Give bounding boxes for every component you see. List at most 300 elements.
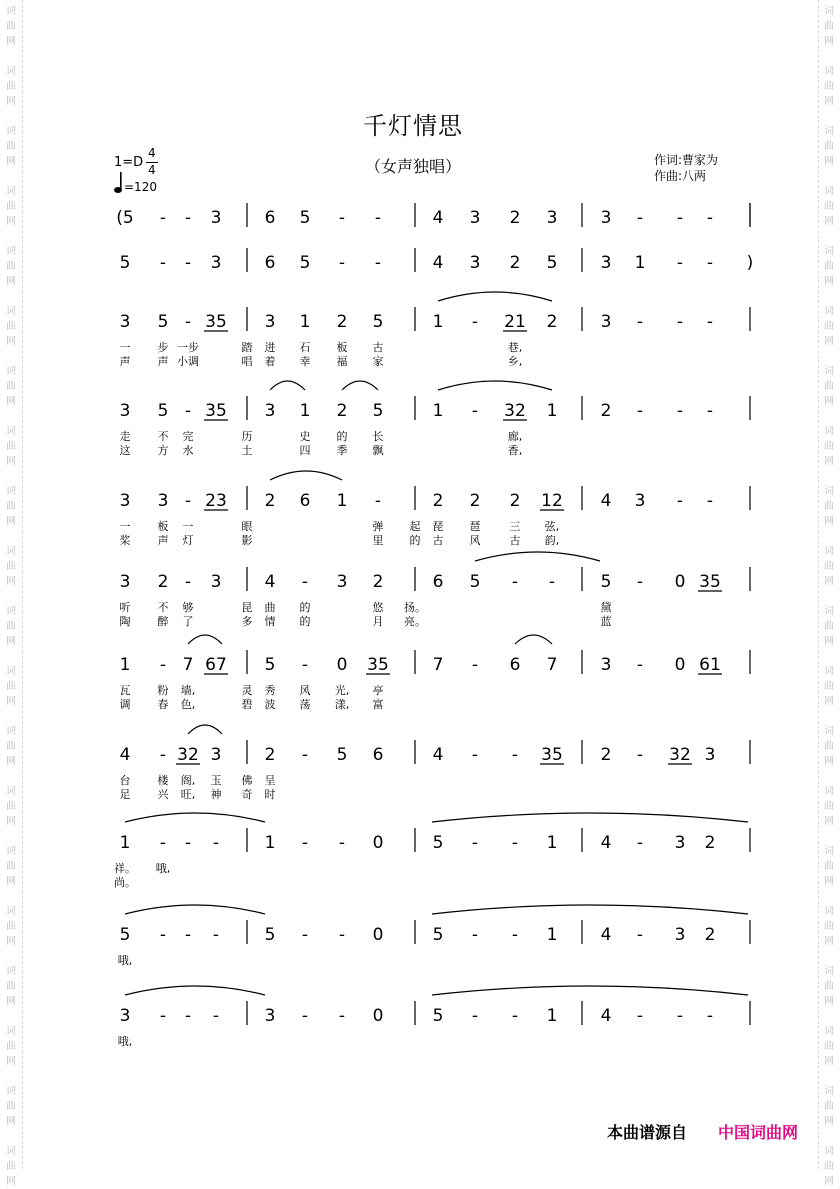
note: 3 — [600, 253, 612, 273]
lyric: 巷, — [507, 341, 523, 354]
lyric: 的 — [299, 601, 311, 614]
note: 3 — [119, 312, 131, 332]
margin-watermark: 词 曲 网 — [824, 966, 834, 1007]
lyric: 了 — [182, 615, 194, 628]
note: 5 — [336, 745, 348, 765]
lyric: 粉 — [157, 684, 169, 697]
margin-watermark: 词 曲 网 — [824, 546, 834, 587]
note: - — [338, 833, 346, 853]
lyric: 琶 — [469, 520, 481, 533]
note: - — [212, 1006, 220, 1026]
note: 6 — [264, 253, 276, 273]
note: 2 — [600, 745, 612, 765]
note: 1 — [546, 925, 558, 945]
note: 1 — [546, 401, 558, 421]
note: - — [159, 1006, 167, 1026]
note: 6 — [509, 655, 521, 675]
note: 1 — [546, 1006, 558, 1026]
note: - — [676, 253, 684, 273]
note: 5 — [264, 655, 276, 675]
lyric: 走 — [119, 430, 131, 443]
note: 2 — [264, 745, 276, 765]
note: 5 — [157, 312, 169, 332]
note: 6 — [372, 745, 384, 765]
margin-watermark: 词 曲 网 — [824, 366, 834, 407]
note: 0 — [372, 1006, 384, 1026]
lyric: 春 — [157, 698, 169, 711]
lyric: 这 — [119, 444, 131, 457]
note: - — [301, 745, 309, 765]
note: 3 — [674, 925, 686, 945]
note: - — [338, 208, 346, 228]
note: 61 — [699, 655, 721, 675]
time-signature-bottom: 4 — [148, 163, 156, 177]
lyric: 小调 — [177, 355, 199, 368]
lyric: 台 — [119, 774, 131, 787]
note: 2 — [600, 401, 612, 421]
note: 0 — [372, 925, 384, 945]
note: 3 — [119, 491, 131, 511]
note: 4 — [432, 208, 444, 228]
note: - — [471, 401, 479, 421]
note: 4 — [600, 491, 612, 511]
note: - — [706, 312, 714, 332]
note: 3 — [210, 208, 222, 228]
note: 3 — [634, 491, 646, 511]
note: 2 — [469, 491, 481, 511]
margin-watermark: 词 曲 网 — [824, 906, 834, 947]
margin-watermark: 词 曲 网 — [824, 246, 834, 287]
margin-watermark: 词 曲 网 — [6, 606, 16, 647]
note: 35 — [541, 745, 563, 765]
margin-watermark: 词 曲 网 — [824, 486, 834, 527]
note: 2 — [372, 572, 384, 592]
note: 1 — [299, 401, 311, 421]
song-title: 千灯情思 — [363, 112, 463, 140]
note: - — [159, 833, 167, 853]
lyric: 亮。 — [404, 615, 426, 628]
note: - — [159, 253, 167, 273]
note: - — [301, 833, 309, 853]
margin-watermark: 词 曲 网 — [824, 786, 834, 827]
note: 5 — [299, 208, 311, 228]
lyric: 起 — [409, 520, 421, 533]
lyric: 一 — [119, 520, 131, 533]
lyric: 古 — [509, 534, 521, 547]
slur — [432, 813, 748, 822]
note: 5 — [546, 253, 558, 273]
note: - — [636, 208, 644, 228]
note: 7 — [546, 655, 558, 675]
slur — [475, 552, 600, 561]
slur — [188, 725, 222, 734]
note: 1 — [546, 833, 558, 853]
note: 2 — [509, 208, 521, 228]
lyric: 板 — [157, 520, 169, 533]
note: - — [301, 655, 309, 675]
margin-watermark: 词 曲 网 — [6, 486, 16, 527]
note: - — [636, 925, 644, 945]
lyric: 光, — [334, 684, 350, 697]
lyric: 兴 — [157, 788, 169, 801]
lyric: 哦, — [117, 1035, 133, 1048]
note: 5 — [432, 925, 444, 945]
margin-watermark: 词 曲 网 — [824, 66, 834, 107]
note: 3 — [210, 745, 222, 765]
note: 35 — [205, 312, 227, 332]
lyric: 呈 — [264, 774, 276, 787]
note: - — [471, 925, 479, 945]
tempo-value: =120 — [124, 180, 157, 194]
margin-watermark: 词 曲 网 — [6, 306, 16, 347]
note: 4 — [432, 253, 444, 273]
note: - — [706, 491, 714, 511]
lyric: 漾, — [334, 698, 350, 711]
note: - — [374, 208, 382, 228]
note: 3 — [119, 1006, 131, 1026]
note: - — [511, 833, 519, 853]
note: 2 — [704, 925, 716, 945]
lyric: 色, — [180, 698, 196, 711]
note: 5 — [432, 833, 444, 853]
source-label: 本曲谱源自 — [607, 1123, 688, 1142]
note: 2 — [546, 312, 558, 332]
margin-watermark: 词 曲 网 — [6, 1146, 16, 1187]
lyric: 一 — [119, 341, 131, 354]
note: 7 — [182, 655, 194, 675]
lyric: 的 — [409, 534, 421, 547]
lyric: 步 — [157, 341, 169, 354]
note: 21 — [504, 312, 526, 332]
lyric: 幸 — [299, 355, 311, 368]
margin-watermark: 词 曲 网 — [6, 966, 16, 1007]
note: 1 — [119, 655, 131, 675]
lyric: 扬。 — [404, 601, 426, 614]
note: - — [212, 925, 220, 945]
note: - — [184, 312, 192, 332]
lyric: 旺, — [180, 788, 196, 801]
slur — [125, 905, 265, 914]
song-subtitle: （女声独唱） — [364, 157, 461, 176]
note: 4 — [432, 745, 444, 765]
note: 5 — [600, 572, 612, 592]
lyric: 楼 — [157, 774, 169, 787]
slur — [188, 635, 222, 644]
note: 2 — [336, 401, 348, 421]
margin-watermark: 词 曲 网 — [6, 1026, 16, 1067]
note: - — [676, 491, 684, 511]
note: - — [338, 925, 346, 945]
note: 4 — [600, 833, 612, 853]
note: - — [184, 253, 192, 273]
lyric: 廊, — [507, 430, 523, 443]
margin-watermark: 词 曲 网 — [6, 426, 16, 467]
slur — [515, 635, 552, 644]
slur — [125, 986, 265, 995]
lyric: 季 — [336, 444, 348, 457]
lyric: 够 — [182, 601, 194, 614]
lyric: 月 — [372, 615, 384, 628]
lyric: 桨 — [119, 534, 131, 547]
lyric: 波 — [264, 698, 276, 711]
lyric: 不 — [157, 430, 169, 443]
note: - — [636, 312, 644, 332]
margin-watermark: 词 曲 网 — [824, 186, 834, 227]
note: 23 — [205, 491, 227, 511]
note: - — [338, 253, 346, 273]
note: 1 — [432, 401, 444, 421]
slur — [432, 905, 748, 914]
note: 1 — [264, 833, 276, 853]
slur — [432, 986, 748, 995]
note: 35 — [699, 572, 721, 592]
note: - — [676, 401, 684, 421]
note: 6 — [299, 491, 311, 511]
margin-watermark: 词 曲 网 — [824, 846, 834, 887]
note: - — [374, 491, 382, 511]
slur — [342, 381, 378, 390]
note: 3 — [674, 833, 686, 853]
note: - — [184, 491, 192, 511]
note: 5 — [157, 401, 169, 421]
note: 3 — [546, 208, 558, 228]
lyric: 家 — [372, 355, 384, 368]
note: - — [184, 925, 192, 945]
note: 3 — [600, 655, 612, 675]
lyric: 史 — [299, 430, 311, 443]
lyric: 亭 — [372, 684, 384, 697]
margin-watermark: 词 曲 网 — [6, 786, 16, 827]
margin-watermark: 词 曲 网 — [824, 666, 834, 707]
note: - — [706, 208, 714, 228]
note: 4 — [119, 745, 131, 765]
note: - — [159, 655, 167, 675]
lyric: 飘 — [372, 444, 384, 457]
note: (5 — [116, 208, 134, 228]
note: 0 — [372, 833, 384, 853]
note: - — [471, 655, 479, 675]
note: 3 — [210, 572, 222, 592]
lyric: 风 — [299, 684, 311, 697]
lyric: 陶 — [119, 615, 131, 628]
note: 3 — [119, 401, 131, 421]
lyric: 三 — [509, 520, 521, 533]
site-name[interactable]: 中国词曲网 — [718, 1123, 799, 1142]
lyric: 秀 — [264, 684, 276, 697]
note: - — [636, 833, 644, 853]
lyric: 长 — [372, 430, 384, 443]
lyric: 琵 — [432, 520, 444, 533]
margin-watermark: 词 曲 网 — [6, 186, 16, 227]
note: - — [184, 1006, 192, 1026]
note: 5 — [119, 253, 131, 273]
lyricist: 作词:曹家为 — [654, 153, 719, 167]
note: 4 — [264, 572, 276, 592]
margin-watermark: 词 曲 网 — [6, 1086, 16, 1127]
note: - — [706, 401, 714, 421]
note: ) — [746, 253, 754, 273]
lyric: 古 — [432, 534, 444, 547]
margin-watermark: 词 曲 网 — [824, 606, 834, 647]
note: 67 — [205, 655, 227, 675]
lyric: 风 — [469, 534, 481, 547]
note: - — [636, 572, 644, 592]
lyric: 哦, — [117, 954, 133, 967]
lyric: 足 — [119, 788, 131, 801]
lyric: 声 — [157, 534, 169, 547]
margin-watermark: 词 曲 网 — [6, 66, 16, 107]
margin-watermark: 词 曲 网 — [6, 546, 16, 587]
note: - — [374, 253, 382, 273]
lyric: 奇 — [241, 788, 253, 801]
note: 32 — [177, 745, 199, 765]
lyric: 踏 — [241, 341, 253, 354]
lyric: 的 — [336, 430, 348, 443]
note: 1 — [336, 491, 348, 511]
lyric: 瓦 — [119, 684, 131, 697]
note: - — [159, 925, 167, 945]
margin-watermark: 词 曲 网 — [6, 6, 16, 47]
note: - — [636, 745, 644, 765]
note: 3 — [469, 208, 481, 228]
lyric: 板 — [336, 341, 348, 354]
lyric: 昆 — [241, 601, 253, 614]
note: 2 — [704, 833, 716, 853]
note: 0 — [336, 655, 348, 675]
lyric: 影 — [241, 534, 253, 547]
note: - — [471, 1006, 479, 1026]
lyric: 尚。 — [114, 876, 136, 889]
note: 3 — [336, 572, 348, 592]
lyric: 声 — [157, 355, 169, 368]
note: - — [159, 208, 167, 228]
lyric: 四 — [299, 444, 311, 457]
note: 3 — [264, 1006, 276, 1026]
margin-watermark: 词 曲 网 — [6, 666, 16, 707]
note: 2 — [336, 312, 348, 332]
margin-watermark: 词 曲 网 — [824, 306, 834, 347]
slur — [438, 292, 552, 301]
note: 35 — [367, 655, 389, 675]
note: - — [511, 572, 519, 592]
lyric: 一 — [182, 520, 194, 533]
note: 5 — [469, 572, 481, 592]
note: - — [471, 312, 479, 332]
lyric: 醉 — [157, 615, 169, 628]
margin-watermark: 词 曲 网 — [6, 906, 16, 947]
time-signature-top: 4 — [148, 146, 156, 160]
note: - — [511, 1006, 519, 1026]
note: - — [301, 1006, 309, 1026]
lyric: 水 — [182, 444, 194, 457]
note: 3 — [600, 208, 612, 228]
note: 3 — [264, 401, 276, 421]
note: 1 — [299, 312, 311, 332]
note: - — [338, 1006, 346, 1026]
lyric: 黛 — [600, 601, 612, 614]
note: 32 — [669, 745, 691, 765]
lyric: 听 — [119, 601, 131, 614]
note: 3 — [119, 572, 131, 592]
note: 0 — [674, 655, 686, 675]
note: - — [676, 208, 684, 228]
lyric: 声 — [119, 355, 131, 368]
lyric: 灯 — [182, 534, 194, 547]
note: 0 — [674, 572, 686, 592]
note: 35 — [205, 401, 227, 421]
note: - — [511, 925, 519, 945]
note: - — [184, 401, 192, 421]
margin-watermark: 词 曲 网 — [824, 426, 834, 467]
note: - — [184, 208, 192, 228]
lyric: 方 — [157, 444, 169, 457]
margin-watermark: 词 曲 网 — [6, 366, 16, 407]
note: - — [471, 833, 479, 853]
note: - — [184, 572, 192, 592]
note: 6 — [264, 208, 276, 228]
note: 3 — [469, 253, 481, 273]
lyric: 祥。 — [114, 862, 136, 875]
note: 4 — [600, 1006, 612, 1026]
lyric: 韵, — [544, 534, 560, 547]
note: 1 — [634, 253, 646, 273]
note: - — [548, 572, 556, 592]
note: 2 — [509, 491, 521, 511]
lyric: 唱 — [241, 355, 253, 368]
lyric: 土 — [241, 444, 253, 457]
note: 7 — [432, 655, 444, 675]
lyric: 蓝 — [600, 615, 612, 628]
note: 6 — [432, 572, 444, 592]
lyric: 着 — [264, 355, 276, 368]
lyric: 玉 — [210, 774, 222, 787]
lyric: 阁, — [180, 774, 196, 787]
margin-watermark: 词 曲 网 — [824, 126, 834, 167]
slur — [125, 813, 265, 822]
lyric: 曲 — [264, 601, 276, 614]
note: 3 — [157, 491, 169, 511]
slur — [438, 381, 552, 390]
margin-watermark: 词 曲 网 — [824, 6, 834, 47]
lyric: 弦, — [544, 520, 560, 533]
note: - — [676, 1006, 684, 1026]
note: 3 — [600, 312, 612, 332]
lyric: 石 — [299, 341, 311, 354]
lyric: 眼 — [241, 520, 253, 533]
note: - — [636, 401, 644, 421]
margin-watermark: 词 曲 网 — [6, 246, 16, 287]
lyric: 荡 — [299, 698, 311, 711]
note: 12 — [541, 491, 563, 511]
lyric: 神 — [210, 788, 222, 801]
note: 3 — [210, 253, 222, 273]
lyric: 碧 — [241, 698, 253, 711]
lyric: 佛 — [241, 774, 253, 787]
note: - — [159, 745, 167, 765]
composer: 作曲:八两 — [654, 169, 707, 183]
note: - — [301, 572, 309, 592]
margin-watermark: 词 曲 网 — [6, 126, 16, 167]
lyric: 古 — [372, 341, 384, 354]
lyric: 调 — [119, 698, 131, 711]
note: - — [636, 655, 644, 675]
lyric: 进 — [264, 341, 276, 354]
margin-watermark: 词 曲 网 — [824, 1026, 834, 1067]
lyric: 时 — [264, 788, 276, 801]
note: 32 — [504, 401, 526, 421]
note: 1 — [119, 833, 131, 853]
note: 2 — [264, 491, 276, 511]
